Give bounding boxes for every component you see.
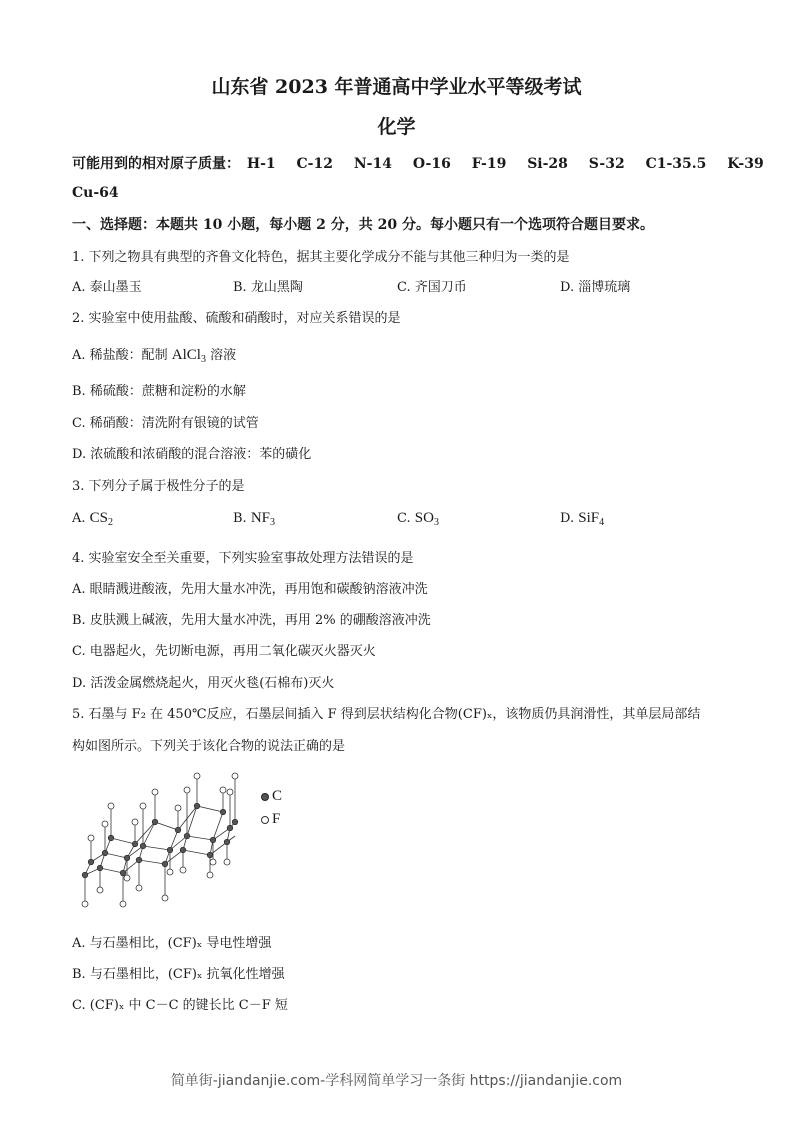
question-5-option-c: C. (CF)ₓ 中 C－C 的键长比 C－F 短 — [72, 998, 288, 1013]
formula-so3: $SO_3$ — [414, 510, 439, 528]
formula-alcl3: AlCl$_3$ — [171, 347, 206, 365]
legend-carbon: C — [261, 788, 282, 805]
atomic-mass-f: F-19 — [471, 156, 507, 172]
formula-sif4: SiF$_4$ — [578, 510, 605, 528]
question-4-option-b: B. 皮肤溅上碱液，先用大量水冲洗，再用 2% 的硼酸溶液冲洗 — [72, 613, 431, 628]
question-1-option-b: B. 龙山黑陶 — [233, 280, 303, 295]
legend-fluorine: F — [261, 811, 280, 828]
question-2-option-b: B. 稀硫酸：蔗糖和淀粉的水解 — [72, 384, 246, 399]
exam-subject: 化学 — [377, 116, 416, 138]
atomic-mass-k: K-39 — [727, 156, 764, 172]
atomic-mass-line — [72, 153, 764, 173]
question-3-option-c: C. $SO_3$ — [397, 510, 439, 528]
atomic-mass-c: C-12 — [296, 156, 333, 172]
question-1-option-d: D. 淄博琉璃 — [560, 280, 631, 295]
section-heading: 一、选择题：本题共 10 小题，每小题 2 分，共 20 分。每小题只有一个选项符合题目要求。 — [72, 217, 654, 233]
question-5-stem-line2: 构如图所示。下列关于该化合物的说法正确的是 — [72, 739, 346, 754]
atomic-mass-si: Si-28 — [527, 156, 568, 172]
question-1-option-a: A. 泰山墨玉 — [72, 280, 142, 295]
atomic-mass-h: H-1 — [246, 156, 276, 172]
question-2-option-a: A. 稀盐酸：配制 AlCl$_3$ 溶液 — [72, 347, 237, 365]
fluorine-dot-icon — [261, 816, 269, 824]
atomic-mass-cl: C1-35.5 — [645, 156, 707, 172]
question-5-stem-line1: 5. 石墨与 F₂ 在 450℃反应，石墨层间插入 F 得到层状结构化合物(CF)ₓ，该物质仍具润滑性，其单层局部结 — [72, 707, 701, 722]
footer-watermark: 简单街-jiandanjie.com-学科网简单学习一条街 https://jiandanjie.com — [170, 1073, 623, 1089]
formula-cs2: $CS_2$ — [89, 510, 114, 528]
question-2-option-c: C. 稀硝酸：清洗附有银镜的试管 — [72, 416, 259, 431]
question-1-stem: 1. 下列之物具有典型的齐鲁文化特色，据其主要化学成分不能与其他三种归为一类的是 — [72, 250, 570, 265]
question-2-option-d: D. 浓硫酸和浓硝酸的混合溶液：苯的磺化 — [72, 447, 312, 462]
question-4-option-a: A. 眼睛溅进酸液，先用大量水冲洗，再用饱和碳酸钠溶液冲洗 — [72, 582, 428, 597]
formula-nf3: $NF_3$ — [250, 510, 276, 528]
question-3-option-b: B. $NF_3$ — [233, 510, 276, 528]
question-4-option-d: D. 活泼金属燃烧起火，用灭火毯(石棉布)灭火 — [72, 676, 335, 691]
atomic-mass-cu: Cu-64 — [72, 185, 119, 201]
question-3-option-a: A. $CS_2$ — [72, 510, 114, 528]
question-5-option-b: B. 与石墨相比，(CF)ₓ 抗氧化性增强 — [72, 967, 285, 982]
carbon-dot-icon — [261, 793, 269, 801]
question-2-stem: 2. 实验室中使用盐酸、硫酸和硝酸时，对应关系错误的是 — [72, 311, 401, 326]
question-3-option-d: D. SiF$_4$ — [560, 510, 605, 528]
atomic-mass-s: S-32 — [588, 156, 625, 172]
atomic-mass-n: N-14 — [353, 156, 392, 172]
atomic-mass-o: O-16 — [412, 156, 451, 172]
exam-title: 山东省 2023 年普通高中学业水平等级考试 — [211, 76, 582, 98]
question-5-option-a: A. 与石墨相比，(CF)ₓ 导电性增强 — [72, 936, 272, 951]
question-3-stem: 3. 下列分子属于极性分子的是 — [72, 479, 245, 494]
question-4-option-c: C. 电器起火，先切断电源，再用二氧化碳灭火器灭火 — [72, 644, 376, 659]
question-1-option-c: C. 齐国刀币 — [397, 280, 467, 295]
question-4-stem: 4. 实验室安全至关重要，下列实验室事故处理方法错误的是 — [72, 551, 414, 566]
atomic-mass-label: 可能用到的相对原子质量： — [72, 156, 240, 172]
cf-layer-structure-figure — [75, 770, 255, 910]
